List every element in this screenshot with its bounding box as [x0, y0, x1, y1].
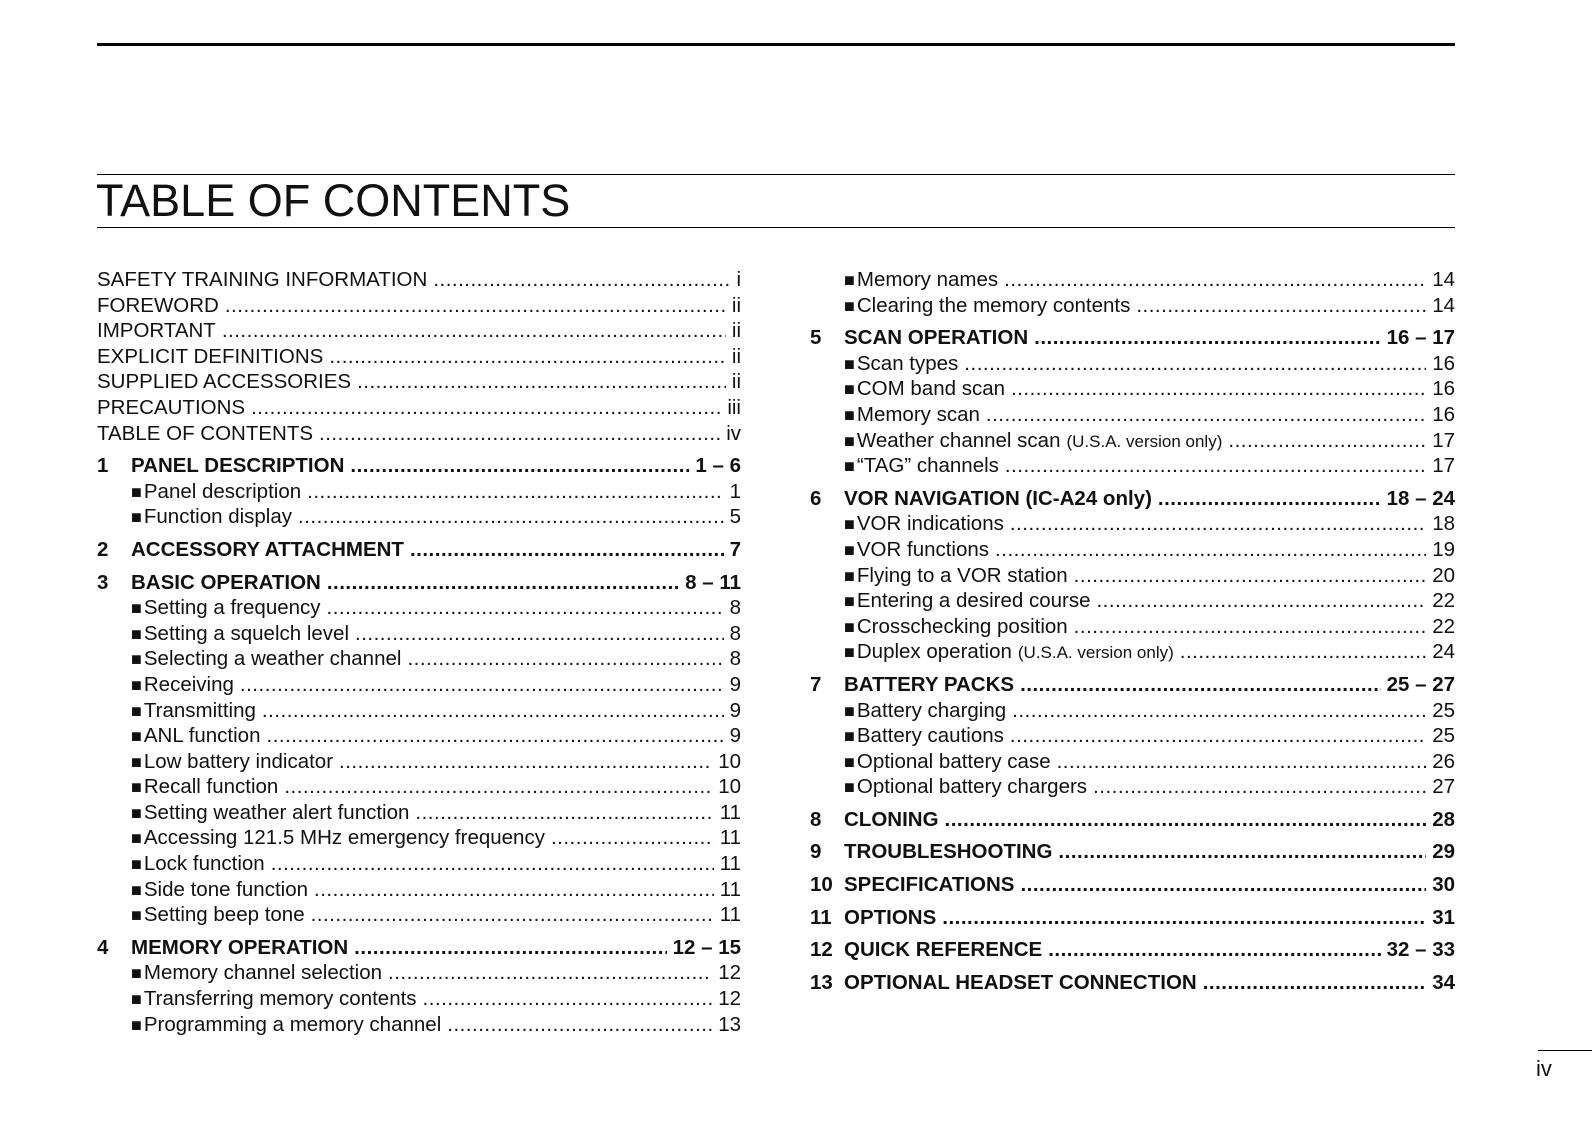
toc-entry-label: BATTERY PACKS — [844, 672, 1015, 696]
toc-entry-page: 11 — [719, 877, 741, 901]
toc-entry-page: 11 — [719, 800, 741, 824]
toc-entry-sub[interactable] — [97, 723, 741, 749]
toc-entry-page: 25 — [1432, 698, 1455, 722]
toc-entry-sub[interactable] — [810, 537, 1455, 563]
toc-left-column — [97, 267, 741, 1037]
chapter-number: 1 — [97, 454, 109, 478]
toc-entry-page: 18 — [1432, 512, 1455, 536]
toc-entry-page: 12 — [718, 987, 741, 1011]
toc-entry-page: ii — [731, 344, 741, 368]
toc-entry-page: 9 — [729, 672, 741, 696]
toc-entry-chapter[interactable] — [97, 453, 741, 479]
toc-entry-page: 25 — [1432, 724, 1455, 748]
toc-entry-label: Recall function — [143, 775, 279, 799]
square-bullet-icon: ■ — [131, 905, 142, 926]
toc-entry-label: Battery charging — [856, 698, 1007, 722]
toc-entry-label: Setting a squelch level — [143, 621, 350, 645]
toc-entry-page: 12 — [718, 961, 741, 985]
toc-entry-label: Function display — [143, 505, 293, 529]
toc-entry-page: 8 – 11 — [685, 570, 741, 594]
dot-leader — [271, 851, 714, 877]
toc-entry-label: SCAN OPERATION — [844, 326, 1029, 350]
toc-entry-label: TABLE OF CONTENTS — [97, 421, 314, 445]
toc-right-column — [810, 267, 1455, 995]
toc-entry-label: SPECIFICATIONS — [844, 873, 1015, 897]
toc-entry-page: 18 – 24 — [1386, 486, 1455, 510]
square-bullet-icon: ■ — [131, 726, 142, 747]
toc-entry-page: 29 — [1432, 840, 1455, 864]
dot-leader — [1057, 749, 1427, 775]
square-bullet-icon: ■ — [131, 802, 142, 823]
square-bullet-icon: ■ — [844, 270, 855, 290]
toc-entry-sub[interactable] — [97, 851, 741, 877]
dot-leader — [1005, 453, 1426, 479]
toc-entry-label: OPTIONAL HEADSET CONNECTION — [844, 970, 1197, 994]
toc-entry-sub[interactable] — [810, 723, 1455, 749]
toc-entry-sub[interactable] — [97, 825, 741, 851]
toc-entry-page: 12 – 15 — [672, 935, 741, 959]
toc-entry-label: Low battery indicator — [143, 749, 334, 773]
toc-entry-page: 16 — [1432, 377, 1455, 401]
toc-entry-page: 16 – 17 — [1386, 326, 1455, 350]
square-bullet-icon: ■ — [844, 726, 855, 747]
square-bullet-icon: ■ — [131, 598, 142, 619]
dot-leader — [423, 986, 713, 1012]
toc-entry-label: Programming a memory channel — [143, 1012, 442, 1036]
toc-entry-sub[interactable] — [97, 1012, 741, 1038]
dot-leader — [415, 800, 713, 826]
toc-entry-sub[interactable] — [97, 877, 741, 903]
dot-leader — [1020, 872, 1426, 898]
toc-entry-page: 11 — [719, 903, 741, 927]
toc-entry-chapter[interactable] — [810, 486, 1455, 512]
dot-leader — [284, 774, 712, 800]
toc-entry-page: 19 — [1432, 537, 1455, 561]
square-bullet-icon: ■ — [131, 507, 142, 528]
dot-leader — [995, 537, 1426, 563]
toc-entry-page: 20 — [1432, 563, 1455, 587]
dot-leader — [551, 825, 714, 851]
toc-entry-label: Weather channel scan — [856, 428, 1061, 452]
toc-entry-page: 10 — [718, 775, 741, 799]
toc-entry-chapter[interactable] — [810, 937, 1455, 963]
toc-entry-label: QUICK REFERENCE — [844, 938, 1043, 962]
dot-leader — [1034, 325, 1380, 351]
dot-leader — [298, 504, 724, 530]
toc-entry-label: Memory channel selection — [143, 961, 383, 985]
toc-entry-page: 1 — [729, 479, 741, 503]
toc-entry-chapter[interactable] — [810, 325, 1455, 351]
dot-leader — [1074, 563, 1427, 589]
dot-leader — [407, 646, 723, 672]
dot-leader — [1058, 839, 1426, 865]
toc-entry-page: ii — [731, 293, 741, 317]
dot-leader — [1228, 428, 1426, 454]
dot-leader — [240, 672, 724, 698]
dot-leader — [319, 421, 720, 447]
toc-entry-chapter[interactable] — [97, 935, 741, 961]
toc-entry-page: 1 – 6 — [695, 454, 741, 478]
dot-leader — [1010, 511, 1426, 537]
dot-leader — [314, 877, 714, 903]
dot-leader — [357, 369, 726, 395]
toc-entry-label: EXPLICIT DEFINITIONS — [97, 344, 324, 368]
toc-entry-sub[interactable] — [810, 774, 1455, 800]
toc-entry-label: Scan types — [856, 351, 959, 375]
square-bullet-icon: ■ — [844, 295, 855, 316]
toc-entry-page: 8 — [729, 647, 741, 671]
toc-entry-page: 24 — [1432, 640, 1455, 664]
square-bullet-icon: ■ — [844, 565, 855, 586]
dot-leader — [1074, 614, 1427, 640]
dot-leader — [327, 595, 724, 621]
toc-entry-page: ii — [731, 319, 741, 343]
toc-entry-sub[interactable] — [97, 698, 741, 724]
square-bullet-icon: ■ — [131, 1014, 142, 1035]
toc-entry-sub[interactable] — [97, 986, 741, 1012]
dot-leader — [388, 960, 712, 986]
toc-entry-sub[interactable] — [810, 588, 1455, 614]
toc-entry-page: 8 — [729, 596, 741, 620]
toc-entry-label: Duplex operation — [856, 640, 1012, 664]
square-bullet-icon: ■ — [844, 404, 855, 425]
toc-entry-sub[interactable] — [97, 774, 741, 800]
square-bullet-icon: ■ — [131, 649, 142, 670]
toc-entry-label: FOREWORD — [97, 293, 219, 317]
toc-entry-sub[interactable] — [810, 749, 1455, 775]
toc-entry-sub[interactable] — [97, 621, 741, 647]
dot-leader — [267, 723, 724, 749]
toc-entry-label: “TAG” channels — [856, 454, 999, 478]
square-bullet-icon: ■ — [131, 777, 142, 798]
dot-leader — [307, 479, 723, 505]
toc-entry-page: 28 — [1432, 807, 1455, 831]
toc-entry-label: ACCESSORY ATTACHMENT — [131, 537, 404, 561]
dot-leader — [1136, 293, 1426, 319]
toc-entry-sub[interactable] — [810, 511, 1455, 537]
dot-leader — [410, 537, 724, 563]
toc-entry-label: COM band scan — [856, 377, 1005, 401]
toc-entry-sub[interactable] — [97, 800, 741, 826]
toc-entry-front[interactable] — [97, 344, 741, 370]
square-bullet-icon: ■ — [844, 430, 855, 451]
toc-entry-sub[interactable] — [810, 267, 1455, 293]
toc-entry-chapter[interactable] — [810, 970, 1455, 996]
toc-entry-page: 16 — [1432, 402, 1455, 426]
toc-entry-label: Panel description — [143, 479, 302, 503]
square-bullet-icon: ■ — [844, 379, 855, 400]
toc-entry-sub[interactable] — [97, 749, 741, 775]
toc-entry-label: VOR indications — [856, 512, 1004, 536]
title-rule-bottom — [97, 227, 1455, 228]
toc-entry-sub[interactable] — [810, 453, 1455, 479]
toc-entry-label: Entering a desired course — [856, 589, 1091, 613]
toc-entry-label: Lock function — [143, 852, 265, 876]
dot-leader — [1048, 937, 1380, 963]
toc-entry-label: OPTIONS — [844, 905, 937, 929]
toc-entry-sub[interactable] — [810, 614, 1455, 640]
toc-entry-page: 27 — [1432, 775, 1455, 799]
toc-entry-label: VOR NAVIGATION (IC-A24 only) — [844, 486, 1152, 510]
toc-entry-label: Transmitting — [143, 698, 256, 722]
dot-leader — [354, 935, 666, 961]
toc-entry-page: 25 – 27 — [1386, 672, 1455, 696]
toc-entry-page: i — [736, 268, 741, 291]
square-bullet-icon: ■ — [131, 674, 142, 695]
toc-entry-page: 32 – 33 — [1386, 938, 1455, 962]
dot-leader — [964, 351, 1426, 377]
toc-entry-page: 22 — [1432, 589, 1455, 613]
toc-entry-page: 26 — [1432, 749, 1455, 773]
toc-entry-sub[interactable] — [97, 672, 741, 698]
toc-entry-front[interactable] — [97, 318, 741, 344]
square-bullet-icon: ■ — [844, 616, 855, 637]
toc-entry-sub[interactable] — [810, 563, 1455, 589]
toc-entry-page: 16 — [1432, 351, 1455, 375]
toc-entry-page: iii — [727, 395, 741, 419]
toc-entry-label: MEMORY OPERATION — [131, 935, 349, 959]
toc-entry-page: 34 — [1432, 970, 1455, 994]
square-bullet-icon: ■ — [131, 963, 142, 984]
dot-leader — [1096, 588, 1426, 614]
toc-entry-note: (U.S.A. version only) — [1066, 431, 1223, 451]
square-bullet-icon: ■ — [131, 989, 142, 1010]
page-number: iv — [1536, 1056, 1552, 1081]
toc-entry-label: Clearing the memory contents — [856, 293, 1131, 317]
square-bullet-icon: ■ — [131, 854, 142, 875]
chapter-number: 13 — [810, 970, 833, 994]
square-bullet-icon: ■ — [131, 623, 142, 644]
toc-entry-label: PRECAUTIONS — [97, 395, 246, 419]
toc-entry-label: SAFETY TRAINING INFORMATION — [97, 268, 428, 291]
toc-entry-sub[interactable] — [810, 402, 1455, 428]
toc-entry-label: BASIC OPERATION — [131, 570, 321, 594]
toc-entry-label: Transferring memory contents — [143, 987, 417, 1011]
toc-entry-page: ii — [731, 370, 741, 394]
square-bullet-icon: ■ — [844, 353, 855, 374]
square-bullet-icon: ■ — [131, 828, 142, 849]
dot-leader — [1004, 267, 1426, 293]
square-bullet-icon: ■ — [131, 481, 142, 502]
toc-entry-label: Side tone function — [143, 877, 308, 901]
dot-leader — [945, 807, 1427, 833]
toc-entry-front[interactable] — [97, 267, 741, 293]
dot-leader — [942, 905, 1426, 931]
toc-entry-page: 7 — [729, 537, 741, 561]
toc-entry-sub[interactable] — [97, 960, 741, 986]
toc-entry-chapter[interactable] — [810, 872, 1455, 898]
square-bullet-icon: ■ — [844, 456, 855, 477]
toc-entry-page: 17 — [1432, 454, 1455, 478]
toc-entry-label: TROUBLESHOOTING — [844, 840, 1053, 864]
toc-entry-label: Accessing 121.5 MHz emergency frequency — [143, 826, 545, 850]
toc-entry-front[interactable] — [97, 421, 741, 447]
dot-leader — [986, 402, 1426, 428]
chapter-number: 8 — [810, 807, 822, 831]
dot-leader — [1010, 723, 1426, 749]
toc-entry-label: IMPORTANT — [97, 319, 216, 343]
dot-leader — [350, 453, 689, 479]
chapter-number: 2 — [97, 537, 109, 561]
toc-entry-sub[interactable] — [97, 479, 741, 505]
toc-entry-sub[interactable] — [810, 376, 1455, 402]
square-bullet-icon: ■ — [844, 642, 855, 663]
toc-entry-page: 14 — [1432, 268, 1455, 291]
square-bullet-icon: ■ — [844, 539, 855, 560]
toc-entry-label: VOR functions — [856, 537, 990, 561]
toc-entry-sub[interactable] — [97, 504, 741, 530]
dot-leader — [225, 293, 726, 319]
toc-entry-label: Battery cautions — [856, 724, 1004, 748]
dot-leader — [1158, 486, 1381, 512]
chapter-number: 6 — [810, 486, 822, 510]
toc-entry-sub[interactable] — [97, 595, 741, 621]
toc-entry-page: 9 — [729, 698, 741, 722]
square-bullet-icon: ■ — [131, 879, 142, 900]
square-bullet-icon: ■ — [844, 700, 855, 721]
toc-entry-note: (U.S.A. version only) — [1017, 643, 1174, 663]
toc-entry-chapter[interactable] — [97, 537, 741, 563]
toc-entry-label: CLONING — [844, 807, 939, 831]
toc-entry-page: 8 — [729, 621, 741, 645]
toc-entry-label: PANEL DESCRIPTION — [131, 454, 345, 478]
chapter-number: 10 — [810, 873, 833, 897]
dot-leader — [251, 395, 721, 421]
chapter-number: 7 — [810, 672, 822, 696]
toc-entry-label: ANL function — [143, 724, 261, 748]
square-bullet-icon: ■ — [844, 751, 855, 772]
chapter-number: 11 — [810, 905, 832, 929]
toc-entry-front[interactable] — [97, 369, 741, 395]
chapter-number: 3 — [97, 570, 109, 594]
toc-entry-page: 11 — [719, 826, 741, 850]
toc-entry-label: Optional battery chargers — [856, 775, 1088, 799]
toc-entry-label: Optional battery case — [856, 749, 1051, 773]
toc-entry-page: iv — [726, 421, 741, 445]
dot-leader — [355, 621, 724, 647]
dot-leader — [1012, 698, 1426, 724]
toc-entry-page: 9 — [729, 724, 741, 748]
toc-entry-label: Receiving — [143, 672, 234, 696]
page-number-rule — [1538, 1050, 1592, 1051]
toc-entry-page: 5 — [729, 505, 741, 529]
dot-leader — [1020, 672, 1381, 698]
toc-entry-page: 10 — [718, 749, 741, 773]
toc-entry-sub[interactable] — [810, 639, 1455, 665]
toc-entry-page: 22 — [1432, 614, 1455, 638]
dot-leader — [262, 698, 724, 724]
toc-entry-label: Selecting a weather channel — [143, 647, 402, 671]
toc-entry-label: Setting weather alert function — [143, 800, 410, 824]
square-bullet-icon: ■ — [131, 700, 142, 721]
toc-entry-label: Setting a frequency — [143, 596, 321, 620]
toc-entry-page: 17 — [1432, 428, 1455, 452]
chapter-number: 5 — [810, 326, 822, 350]
toc-entry-chapter[interactable] — [810, 807, 1455, 833]
toc-entry-chapter[interactable] — [810, 905, 1455, 931]
toc-entry-sub[interactable] — [810, 428, 1455, 454]
dot-leader — [1093, 774, 1426, 800]
toc-entry-label: Memory names — [856, 268, 999, 291]
dot-leader — [222, 318, 726, 344]
chapter-number: 12 — [810, 938, 833, 962]
toc-entry-label: Flying to a VOR station — [856, 563, 1068, 587]
toc-entry-sub[interactable] — [810, 698, 1455, 724]
dot-leader — [311, 902, 714, 928]
dot-leader — [329, 344, 726, 370]
toc-entry-label: Crosschecking position — [856, 614, 1068, 638]
square-bullet-icon: ■ — [844, 777, 855, 798]
toc-entry-page: 13 — [718, 1012, 741, 1036]
chapter-number: 9 — [810, 840, 822, 864]
toc-entry-label: Setting beep tone — [143, 903, 305, 927]
square-bullet-icon: ■ — [844, 514, 855, 535]
square-bullet-icon: ■ — [844, 591, 855, 612]
dot-leader — [447, 1012, 712, 1038]
toc-entry-sub[interactable] — [97, 646, 741, 672]
toc-entry-front[interactable] — [97, 293, 741, 319]
dot-leader — [433, 267, 730, 293]
square-bullet-icon: ■ — [131, 751, 142, 772]
toc-entry-sub[interactable] — [97, 902, 741, 928]
dot-leader — [1011, 376, 1426, 402]
toc-entry-label: SUPPLIED ACCESSORIES — [97, 370, 352, 394]
toc-entry-sub[interactable] — [810, 293, 1455, 319]
toc-entry-chapter[interactable] — [810, 672, 1455, 698]
dot-leader — [327, 570, 679, 596]
dot-leader — [339, 749, 712, 775]
dot-leader — [1203, 970, 1426, 996]
toc-entry-page: 30 — [1432, 873, 1455, 897]
toc-entry-chapter[interactable] — [810, 839, 1455, 865]
toc-entry-label: Memory scan — [856, 402, 980, 426]
page-title: TABLE OF CONTENTS — [96, 175, 571, 226]
chapter-number: 4 — [97, 935, 109, 959]
toc-entry-sub[interactable] — [810, 351, 1455, 377]
toc-entry-page: 11 — [719, 852, 741, 876]
toc-entry-chapter[interactable] — [97, 570, 741, 596]
header-rule — [97, 43, 1455, 46]
toc-entry-page: 31 — [1432, 905, 1455, 929]
toc-entry-front[interactable] — [97, 395, 741, 421]
dot-leader — [1180, 639, 1426, 665]
toc-entry-page: 14 — [1432, 293, 1455, 317]
